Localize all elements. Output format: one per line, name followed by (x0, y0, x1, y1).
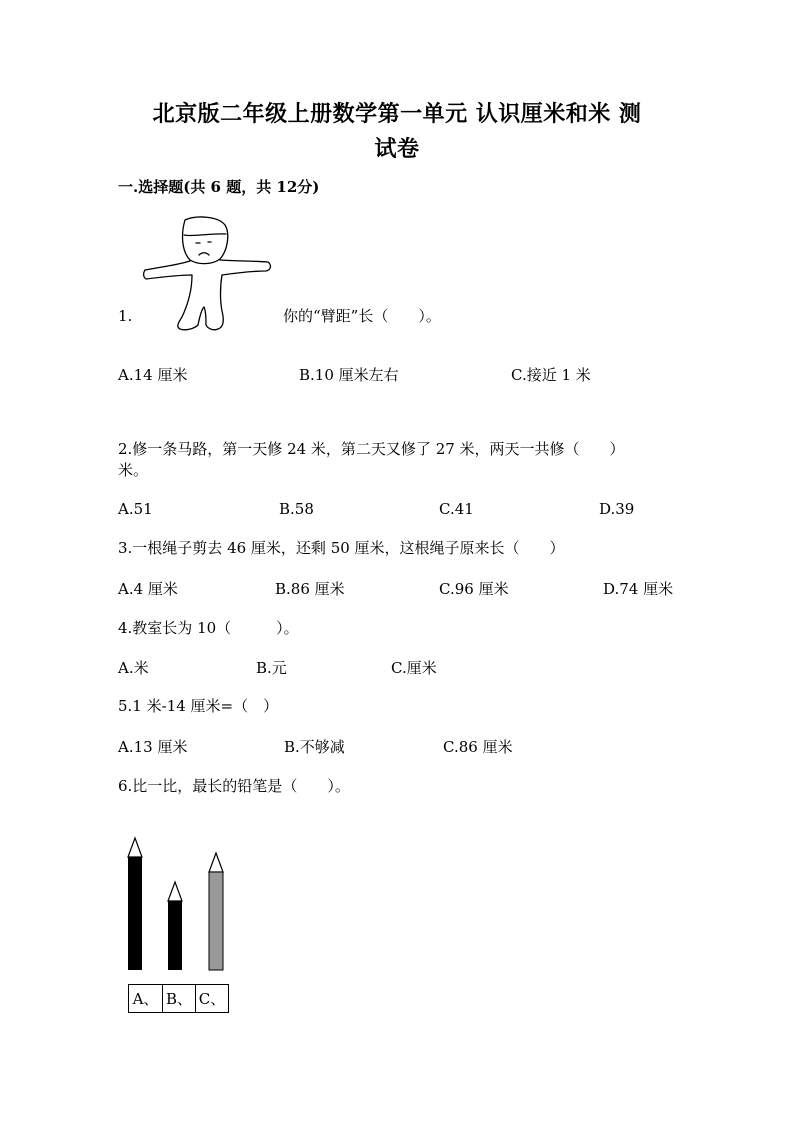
pencil-label-c: C、 (195, 984, 229, 1013)
question-3-option-d[interactable]: D.74 厘米 (603, 580, 674, 598)
pencil-a-icon (128, 838, 142, 970)
page-title-line2: 试卷 (374, 136, 420, 162)
pencil-label-b: B、 (162, 984, 196, 1013)
question-1-option-b[interactable]: B.10 厘米左右 (299, 366, 399, 384)
question-2-option-b[interactable]: B.58 (279, 500, 314, 518)
question-2-text-line1: 2.修一条马路，第一天修 24 米，第二天又修了 27 米，两天一共修（ ） (118, 440, 625, 458)
question-5-option-a[interactable]: A.13 厘米 (118, 738, 188, 756)
question-1-text: 你的“臂距”长（ ）。 (283, 307, 441, 325)
question-2-option-d[interactable]: D.39 (599, 500, 635, 518)
question-1-option-c[interactable]: C.接近 1 米 (511, 366, 591, 384)
question-3-option-c[interactable]: C.96 厘米 (439, 580, 509, 598)
question-3-option-a[interactable]: A.4 厘米 (118, 580, 178, 598)
page-title-line1: 北京版二年级上册数学第一单元 认识厘米和米 测 (152, 101, 642, 127)
question-3-option-b[interactable]: B.86 厘米 (275, 580, 345, 598)
question-5-option-b[interactable]: B.不够减 (284, 738, 345, 756)
question-5-option-c[interactable]: C.86 厘米 (443, 738, 513, 756)
question-4-option-c[interactable]: C.厘米 (391, 659, 437, 677)
question-1-option-a[interactable]: A.14 厘米 (118, 366, 188, 384)
question-2-option-a[interactable]: A.51 (118, 500, 153, 518)
question-2-text-line2: 米。 (118, 461, 149, 479)
pencil-c-icon (209, 853, 223, 970)
question-6-text: 6.比一比，最长的铅笔是（ ）。 (118, 777, 350, 795)
question-4-text: 4.教室长为 10（ ）。 (118, 619, 299, 637)
pencil-label-a: A、 (128, 984, 163, 1013)
question-4-option-a[interactable]: A.米 (118, 659, 149, 677)
question-1-number: 1. (118, 307, 133, 325)
question-4-option-b[interactable]: B.元 (256, 659, 287, 677)
pencils-figure (120, 835, 240, 975)
arm-span-figure (140, 215, 280, 335)
section-heading: 一.选择题(共 6 题，共 12分) (118, 178, 320, 196)
question-3-text: 3.一根绳子剪去 46 厘米，还剩 50 厘米，这根绳子原来长（ ） (118, 539, 565, 557)
question-5-text: 5.1 米-14 厘米=（ ） (118, 697, 279, 715)
question-2-option-c[interactable]: C.41 (439, 500, 474, 518)
pencil-b-icon (168, 882, 182, 970)
